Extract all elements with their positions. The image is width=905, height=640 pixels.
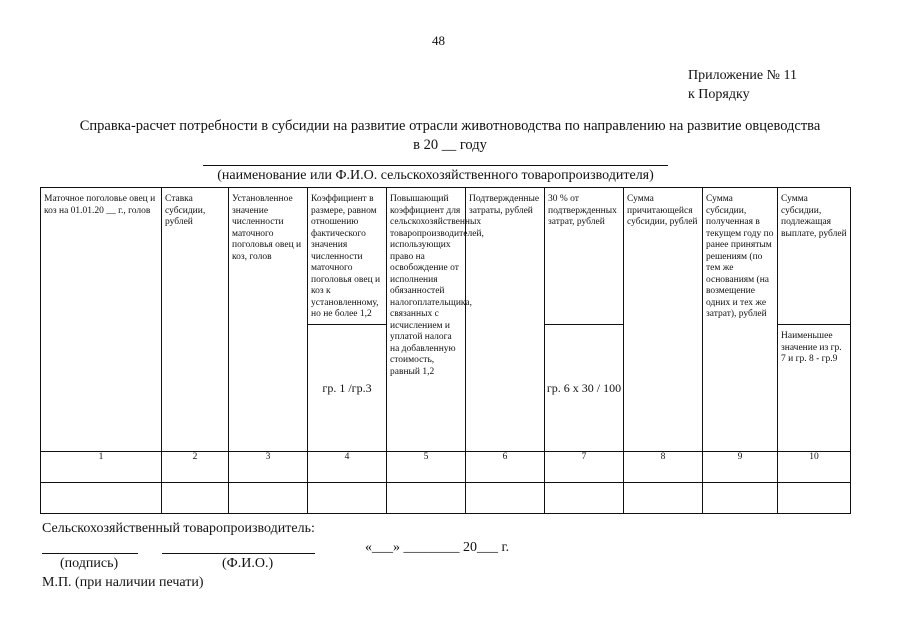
header-col-9: Сумма субсидии, полученная в текущем году по ранее принятым решениям (по тем же основаниям (на возмещение одних и тех же затрат), рублей — [703, 188, 778, 452]
data-cell-10[interactable] — [778, 483, 851, 514]
column-number-1: 1 — [41, 452, 162, 483]
header-col-8: Сумма причитающейся субсидии, рублей — [624, 188, 703, 452]
appendix-line-1: Приложение № 11 — [688, 68, 797, 83]
column-number-4: 4 — [308, 452, 387, 483]
signature-line — [42, 553, 138, 554]
appendix-line-2: к Порядку — [688, 87, 750, 102]
calculation-table — [40, 187, 851, 514]
data-cell-8[interactable] — [624, 483, 703, 514]
column-number-6: 6 — [466, 452, 545, 483]
column-number-8: 8 — [624, 452, 703, 483]
organization-caption: (наименование или Ф.И.О. сельскохозяйственного товаропроизводителя) — [217, 168, 654, 183]
document-title — [40, 117, 860, 155]
column-number-9: 9 — [703, 452, 778, 483]
data-cell-9[interactable] — [703, 483, 778, 514]
column-number-7: 7 — [545, 452, 624, 483]
header-col-2: Ставка субсидии, рублей — [162, 188, 229, 452]
column-number-3: 3 — [229, 452, 308, 483]
column-number-2: 2 — [162, 452, 229, 483]
header-col-5: Повышающий коэффициент для сельскохозяйственных товаропроизводителей, использующих право на освобождение от исполнения обязанностей налогоплательщика, связанных с исчислением и уплатой налога на добавленную стоимость, равный 1,2 — [387, 188, 466, 452]
stamp-label: М.П. (при наличии печати) — [42, 575, 204, 590]
data-cell-2[interactable] — [162, 483, 229, 514]
data-cell-4[interactable] — [308, 483, 387, 514]
header-col-4: Коэффициент в размере, равном отношению фактического значения численности маточного поголовья овец и коз к установленному, но не более 1,2 — [308, 188, 387, 325]
producer-label: Сельскохозяйственный товаропроизводитель: — [42, 521, 315, 536]
header-col-1: Маточное поголовье овец и коз на 01.01.20 __ г., голов — [41, 188, 162, 452]
header-col-6: Подтвержденные затраты, рублей — [466, 188, 545, 452]
data-cell-7[interactable] — [545, 483, 624, 514]
column-number-10: 10 — [778, 452, 851, 483]
data-cell-6[interactable] — [466, 483, 545, 514]
date-field: «___» ________ 20___ г. — [365, 540, 510, 555]
page-number: 48 — [432, 33, 445, 48]
header-col-3: Установленное значение численности маточного поголовья овец и коз, голов — [229, 188, 308, 452]
organization-name-line — [203, 165, 668, 166]
name-line — [162, 553, 315, 554]
column-number-5: 5 — [387, 452, 466, 483]
header-col-10: Сумма субсидии, подлежащая выплате, рублей — [778, 188, 851, 325]
formula-col-7: гр. 6 x 30 / 100 — [545, 325, 624, 452]
formula-col-4: гр. 1 /гр.3 — [308, 325, 387, 452]
name-caption: (Ф.И.О.) — [222, 556, 274, 571]
header-col-7: 30 % от подтвержденных затрат, рублей — [545, 188, 624, 325]
signature-caption: (подпись) — [60, 556, 119, 571]
title-line-2: в 20 __ году — [413, 137, 487, 153]
data-cell-1[interactable] — [41, 483, 162, 514]
data-cell-3[interactable] — [229, 483, 308, 514]
data-cell-5[interactable] — [387, 483, 466, 514]
appendix-reference — [688, 66, 797, 104]
title-line-1: Справка-расчет потребности в субсидии на развитие отрасли животноводства по направлению на развитие овцеводства — [79, 118, 821, 134]
note-col-10: Наименьшее значение из гр. 7 и гр. 8 - гр.9 — [778, 325, 851, 452]
